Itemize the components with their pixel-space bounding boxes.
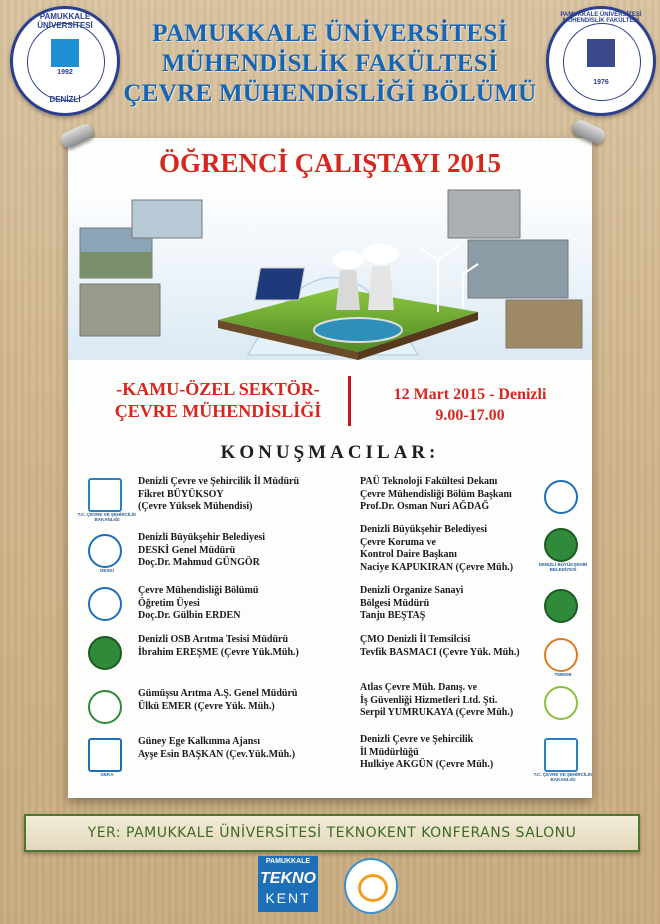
speaker-line: Denizli Organize Sanayi [360, 585, 464, 596]
speaker-line: Denizli Çevre ve Şehircilik İl Müdürü [138, 476, 300, 487]
speaker-left-4 [138, 634, 338, 659]
speaker-left-2 [138, 532, 338, 570]
speaker-right-4 [360, 634, 540, 659]
pau-cevre-logo-icon [88, 587, 122, 621]
seal-year: 1976 [593, 79, 609, 86]
atlas-logo-icon [544, 686, 578, 720]
speaker-line: Prof.Dr. Osman Nuri AĞDAĞ [360, 501, 490, 512]
speaker-line: Fikret BÜYÜKSOY [138, 488, 224, 500]
header-university: PAMUKKALE ÜNİVERSİTESİ [152, 20, 508, 47]
event-datetime [360, 384, 580, 426]
event-date: 12 Mart 2015 - Denizli [393, 386, 547, 403]
pau-university-seal [10, 6, 120, 116]
teknokent-logo [258, 856, 318, 912]
teknokent-top: PAMUKKALE [265, 858, 311, 865]
faculty-emblem-icon [587, 39, 615, 67]
speaker-line: (Çevre Yüksek Mühendisi) [138, 501, 253, 512]
tso-emblem-icon [358, 874, 388, 902]
speaker-line: Doç.Dr. Gülbin ERDEN [138, 610, 241, 621]
poster-paper [68, 138, 592, 798]
speaker-right-1 [360, 476, 540, 514]
speaker-line: Güney Ege Kalkınma Ajansı [138, 736, 260, 747]
event-time: 9.00-17.00 [435, 407, 505, 424]
engineering-faculty-seal [546, 6, 656, 116]
logo-caption: TMMOB [554, 672, 572, 677]
speaker-line: Hulkiye AKGÜN (Çevre Müh.) [360, 759, 494, 770]
divider [348, 376, 351, 426]
speaker-line: İbrahim EREŞME (Çevre Yük.Müh.) [138, 646, 299, 658]
speaker-line: Öğretim Üyesi [138, 597, 200, 609]
seal-ring-text: PAMUKKALE ÜNİVERSİTESİ MÜHENDİSLİK FAKÜLTESİ [560, 12, 642, 24]
speaker-line: Kontrol Daire Başkanı [360, 549, 457, 560]
speaker-line: Denizli Büyükşehir Belediyesi [360, 524, 488, 535]
cevre-sehircilik-bakanligi-logo-icon [533, 738, 593, 782]
osb-gear-logo-icon [88, 636, 122, 670]
speaker-line: Atlas Çevre Müh. Danış. ve [360, 682, 478, 693]
speaker-line: PAÜ Teknoloji Fakültesi Dekanı [360, 476, 498, 487]
seal-year: 1992 [57, 69, 73, 76]
speaker-line: ÇMO Denizli İl Temsilcisi [360, 634, 471, 645]
header [0, 0, 660, 135]
teknokent-bot: KENT [265, 890, 311, 906]
speaker-right-2 [360, 524, 540, 574]
speaker-right-6 [360, 734, 540, 772]
speaker-line: Ülkü EMER (Çevre Yük. Müh.) [138, 700, 275, 712]
speaker-line: Çevre Koruma ve [360, 536, 436, 548]
speaker-line: Tanju BEŞTAŞ [360, 610, 426, 621]
teknokent-mid: TEKNO [260, 870, 316, 887]
logo-caption: T.C. ÇEVRE VE ŞEHİRCİLİK BAKANLIĞI [533, 772, 593, 782]
denizli-buyuksehir-logo-icon [538, 528, 588, 572]
speaker-line: Gümüşsu Arıtma A.Ş. Genel Müdürü [138, 688, 298, 699]
speaker-line: DESKİ Genel Müdürü [138, 544, 236, 556]
speaker-line: Çevre Mühendisliği Bölüm Başkanı [360, 488, 512, 500]
deski-logo-icon [88, 534, 122, 573]
speaker-line: İl Müdürlüğü [360, 746, 419, 758]
seal-ring-text: PAMUKKALE ÜNİVERSİTESİ [37, 12, 93, 30]
logo-caption: DESKİ [100, 568, 114, 573]
sector-line-2: ÇEVRE MÜHENDİSLİĞİ [114, 401, 322, 421]
sector-title [98, 378, 338, 422]
speaker-left-5 [138, 688, 338, 713]
speaker-line: Denizli Çevre ve Şehircilik [360, 734, 474, 745]
speaker-line: Doç.Dr. Mahmud GÜNGÖR [138, 557, 260, 568]
speaker-line: Denizli Büyükşehir Belediyesi [138, 532, 266, 543]
speaker-left-3 [138, 585, 338, 623]
speaker-line: Bölgesi Müdürü [360, 597, 430, 609]
header-department: ÇEVRE MÜHENDİSLİĞİ BÖLÜMÜ [123, 80, 537, 107]
cevre-sehircilik-bakanligi-logo-icon [77, 478, 137, 522]
tmmob-cmo-logo-icon [544, 638, 578, 677]
gumussu-logo-icon [88, 690, 122, 724]
pau-emblem-icon [51, 39, 79, 67]
header-faculty: MÜHENDİSLİK FAKÜLTESİ [161, 50, 499, 77]
event-title: ÖĞRENCİ ÇALIŞTAYI 2015 [158, 148, 502, 178]
speaker-line: Çevre Mühendisliği Bölümü [138, 585, 259, 596]
speaker-right-3 [360, 585, 540, 623]
denizli-tso-logo [344, 858, 398, 914]
logo-caption: T.C. ÇEVRE VE ŞEHİRCİLİK BAKANLIĞI [77, 512, 137, 522]
logo-caption: GEKA [100, 772, 114, 777]
geka-logo-icon [88, 738, 122, 777]
speaker-line: Denizli OSB Arıtma Tesisi Müdürü [138, 634, 289, 645]
speaker-line: Serpil YUMRUKAYA (Çevre Müh.) [360, 707, 514, 718]
environmental-illustration [68, 180, 592, 360]
sector-line-1: -KAMU-ÖZEL SEKTÖR- [116, 379, 320, 399]
speakers-heading: KONUŞMACILAR: [220, 442, 440, 463]
osb-gear-logo-icon [544, 589, 578, 623]
speaker-line: Tevfik BASMACI (Çevre Yük. Müh.) [360, 646, 520, 658]
speaker-line: İş Güvenliği Hizmetleri Ltd. Şti. [360, 694, 498, 706]
speaker-line: Naciye KAPUKIRAN (Çevre Müh.) [360, 561, 514, 573]
speaker-right-5 [360, 682, 540, 720]
speaker-line: Ayşe Esin BAŞKAN (Çev.Yük.Müh.) [138, 748, 296, 760]
speaker-left-1 [138, 476, 338, 514]
speaker-left-6 [138, 736, 338, 761]
logo-caption: DENİZLİ BÜYÜKŞEHİR BELEDİYESİ [538, 562, 588, 572]
venue-banner: YER: PAMUKKALE ÜNİVERSİTESİ TEKNOKENT KONFERANS SALONU [24, 814, 640, 852]
seal-bottom-text: DENİZLİ [49, 95, 81, 104]
teknoloji-fakultesi-logo-icon [544, 480, 578, 514]
